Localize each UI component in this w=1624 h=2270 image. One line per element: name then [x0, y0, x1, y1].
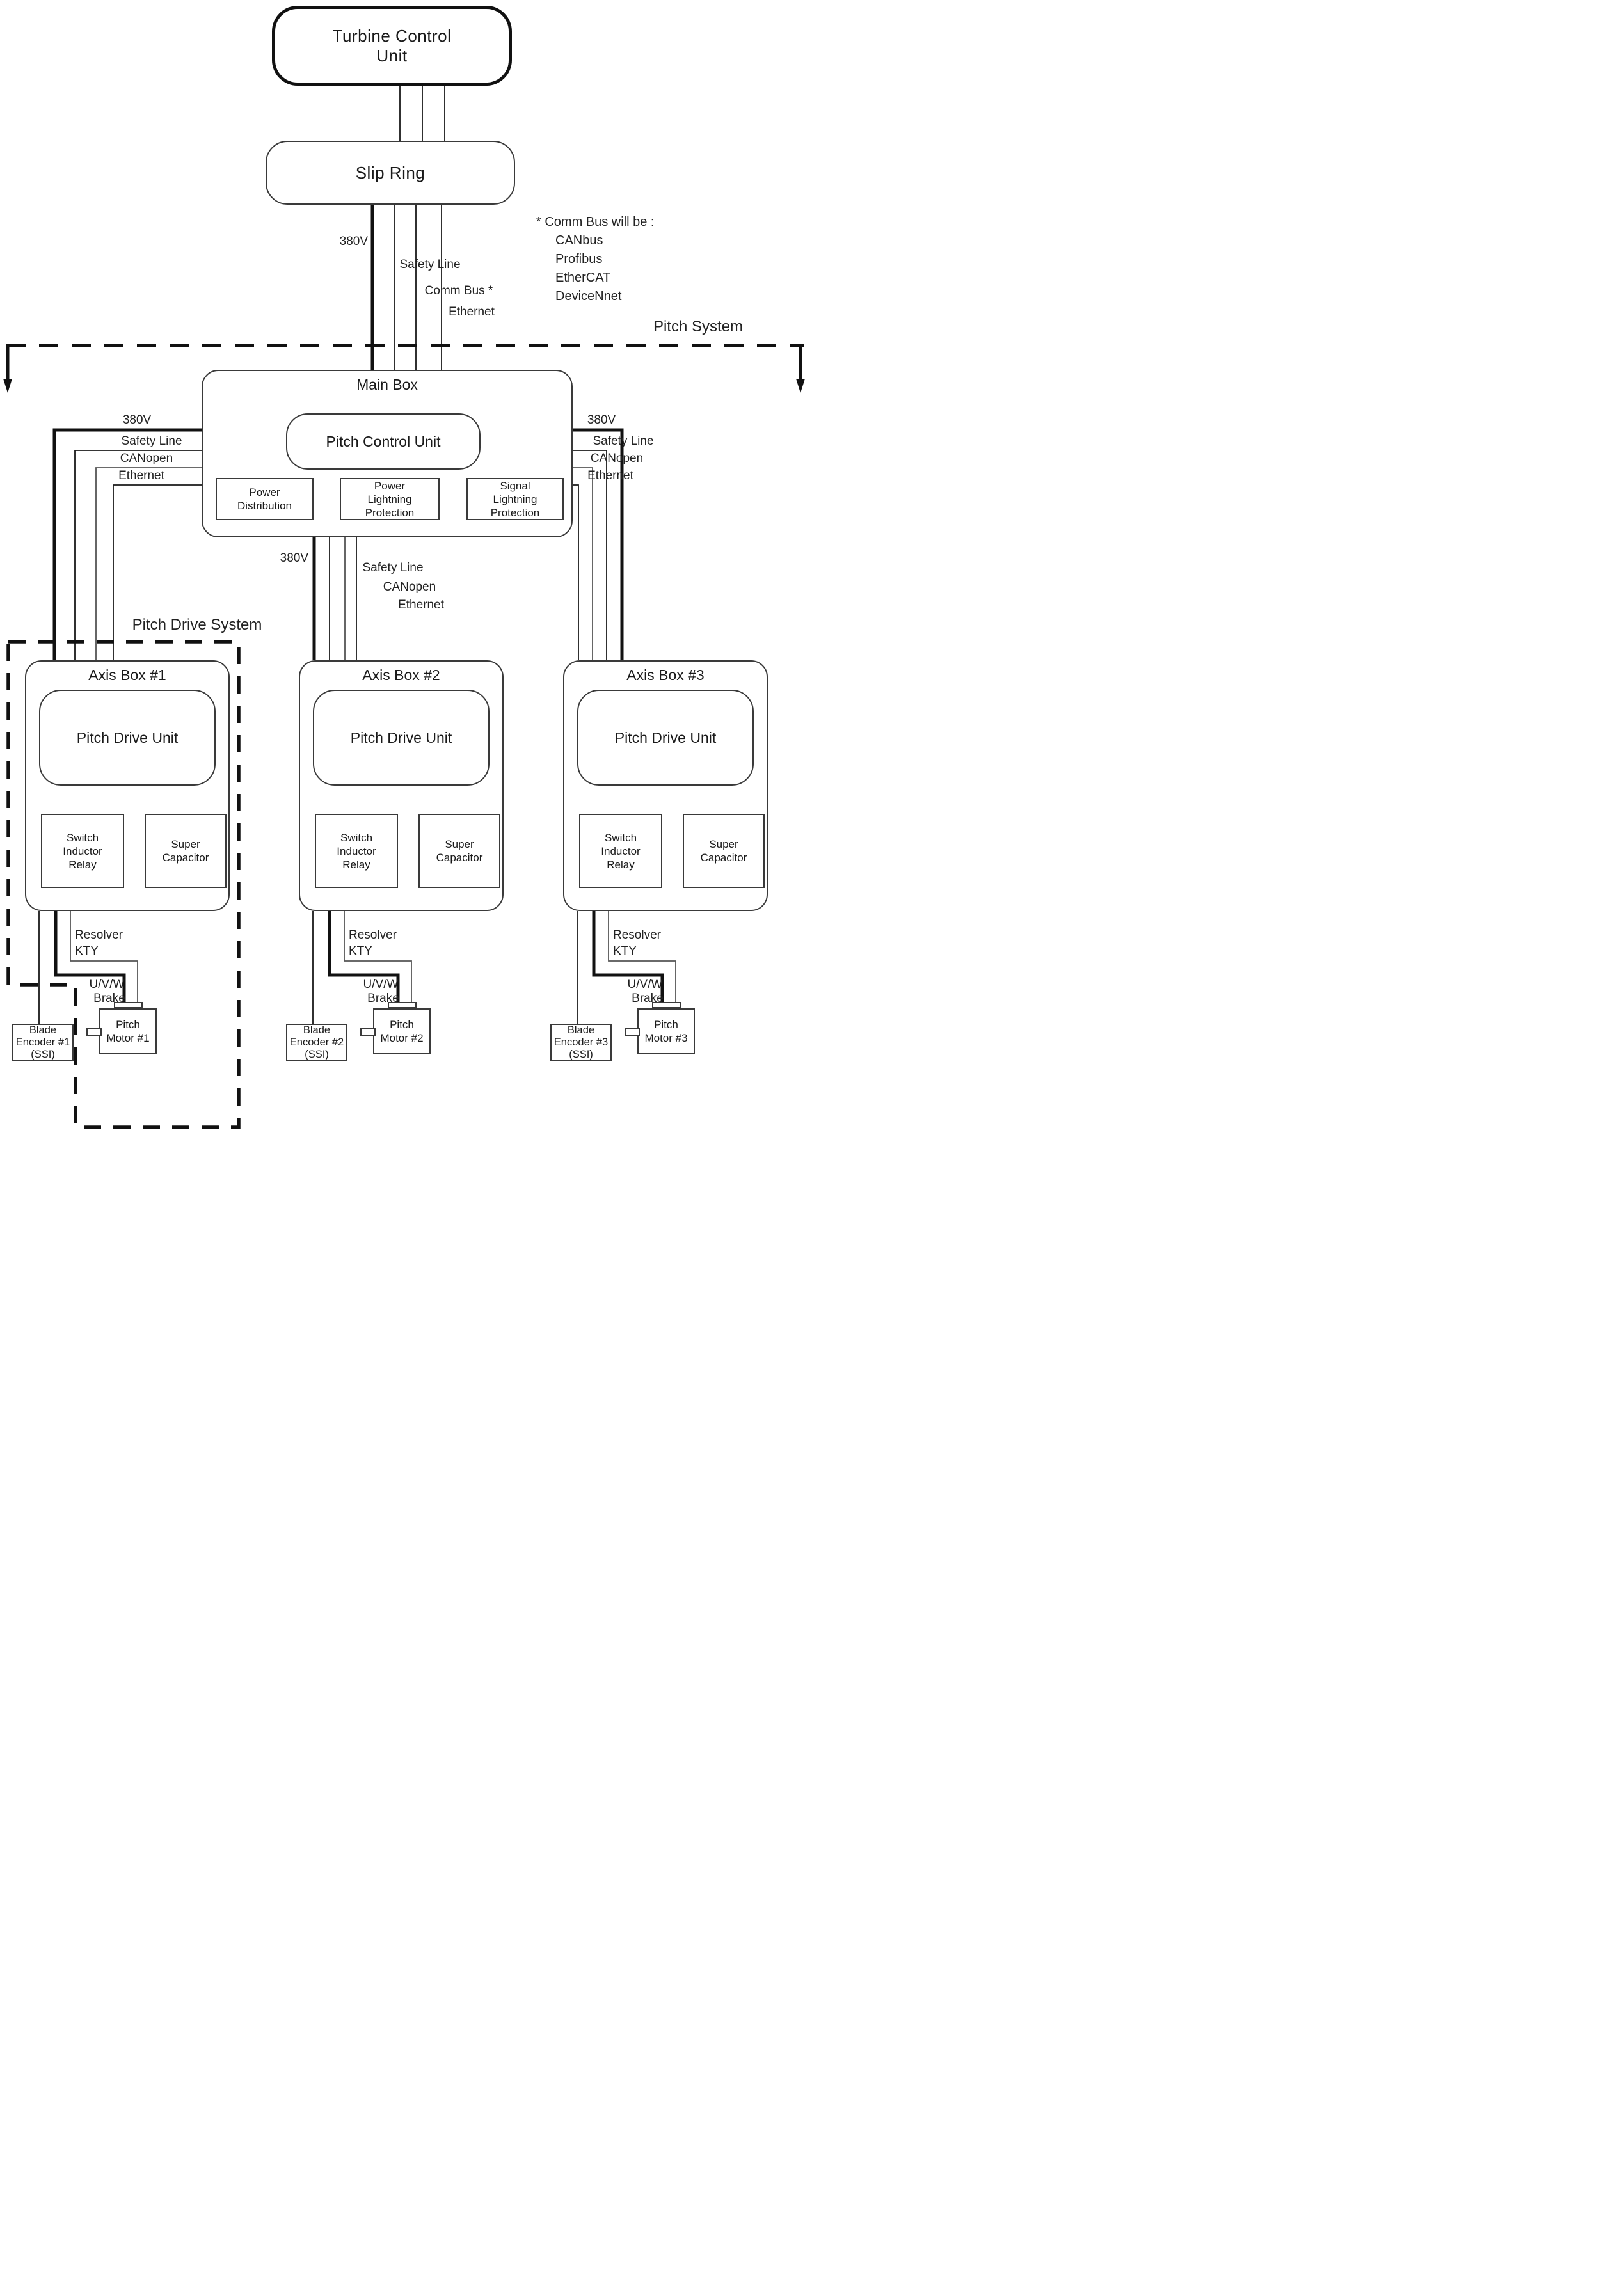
axis-box-3-title: Axis Box #3 — [626, 667, 705, 683]
pitch-motor-box-3: Pitch Motor #3 — [637, 1008, 695, 1054]
main-box-title: Main Box — [356, 376, 418, 393]
turbine-control-unit-label: Turbine Control — [332, 26, 452, 45]
slip-ring-box — [266, 141, 515, 205]
arrow-down-icon — [796, 379, 805, 393]
trunk-safety-label: Safety Line — [399, 258, 461, 271]
super-capacitor-box-2: Super Capacitor — [418, 814, 500, 888]
axis-box-2-title: Axis Box #2 — [362, 667, 440, 683]
uvw-label-3: U/V/W — [627, 978, 663, 991]
super-capacitor-box-1: Super Capacitor — [145, 814, 227, 888]
comm-bus-option: EtherCAT — [555, 271, 611, 285]
axis-box-1-title: Axis Box #1 — [88, 667, 166, 683]
bottom-canopen-label: CANopen — [383, 580, 436, 594]
connector-canopen-right — [573, 468, 593, 660]
signal-lightning-protection-box: Signal Lightning Protection — [466, 478, 564, 520]
shaft-coupling-2 — [360, 1028, 376, 1036]
pitch-drive-system-label: Pitch Drive System — [132, 616, 262, 633]
arrow-down-icon — [3, 379, 12, 393]
power-distribution-box: Power Distribution — [216, 478, 314, 520]
pitch-motor-box-2: Pitch Motor #2 — [373, 1008, 431, 1054]
pitch-motor-box-1: Pitch Motor #1 — [99, 1008, 157, 1054]
slip-ring-label: Slip Ring — [355, 163, 426, 182]
comm-bus-note — [536, 213, 655, 306]
right-safety-label: Safety Line — [593, 434, 654, 448]
connector-bottom-branch — [314, 537, 356, 660]
trunk-commbus-label: Comm Bus * — [424, 284, 493, 298]
blade-encoder-box-3: Blade Encoder #3 (SSI) — [550, 1024, 612, 1061]
pitch-system-label: Pitch System — [653, 318, 744, 335]
shaft-coupling-1 — [86, 1028, 102, 1036]
uvw-label-1: U/V/W — [89, 978, 125, 991]
comm-bus-note-heading: * Comm Bus will be : — [536, 215, 655, 229]
bottom-380v-label: 380V — [280, 552, 308, 565]
kty-label-2: KTY — [349, 944, 372, 958]
super-capacitor-box-3: Super Capacitor — [683, 814, 765, 888]
trunk-380v-label: 380V — [339, 235, 368, 248]
right-canopen-label: CANopen — [590, 452, 644, 465]
shaft-coupling-3 — [625, 1028, 640, 1036]
right-ethernet-label: Ethernet — [587, 469, 633, 482]
right-380v-label: 380V — [587, 413, 616, 427]
brake-label-2: Brake — [367, 992, 399, 1005]
pitch-control-unit-box: Pitch Control Unit — [286, 413, 481, 470]
pitch-drive-unit-box-2: Pitch Drive Unit — [313, 690, 490, 786]
comm-bus-option: Profibus — [555, 252, 603, 266]
pitch-drive-unit-box-1: Pitch Drive Unit — [39, 690, 216, 786]
kty-label-1: KTY — [75, 944, 99, 958]
bottom-safety-label: Safety Line — [362, 561, 424, 575]
left-380v-label: 380V — [122, 413, 152, 427]
kty-label-3: KTY — [613, 944, 637, 958]
switch-inductor-relay-box-3: Switch Inductor Relay — [579, 814, 662, 888]
resolver-label-2: Resolver — [349, 928, 397, 942]
left-canopen-label: CANopen — [120, 452, 173, 465]
blade-encoder-box-2: Blade Encoder #2 (SSI) — [286, 1024, 347, 1061]
left-safety-label: Safety Line — [121, 434, 182, 448]
uvw-label-2: U/V/W — [363, 978, 399, 991]
connector-tcu-slipring — [400, 86, 445, 141]
switch-inductor-relay-box-2: Switch Inductor Relay — [315, 814, 398, 888]
diagram-canvas — [0, 0, 812, 1135]
power-lightning-protection-box: Power Lightning Protection — [340, 478, 440, 520]
comm-bus-option: CANbus — [555, 234, 603, 248]
bottom-ethernet-label: Ethernet — [398, 598, 444, 612]
connector-ethernet-right — [573, 485, 578, 660]
switch-inductor-relay-box-1: Switch Inductor Relay — [41, 814, 124, 888]
left-ethernet-label: Ethernet — [118, 469, 164, 482]
comm-bus-option: DeviceNnet — [555, 289, 622, 303]
brake-label-1: Brake — [93, 992, 125, 1005]
turbine-control-unit-box: Turbine Control Unit — [272, 6, 512, 86]
pitch-drive-unit-box-3: Pitch Drive Unit — [577, 690, 754, 786]
blade-encoder-box-1: Blade Encoder #1 (SSI) — [12, 1024, 74, 1061]
brake-label-3: Brake — [632, 992, 664, 1005]
resolver-label-1: Resolver — [75, 928, 123, 942]
resolver-label-3: Resolver — [613, 928, 661, 942]
trunk-ethernet-label: Ethernet — [449, 305, 495, 319]
